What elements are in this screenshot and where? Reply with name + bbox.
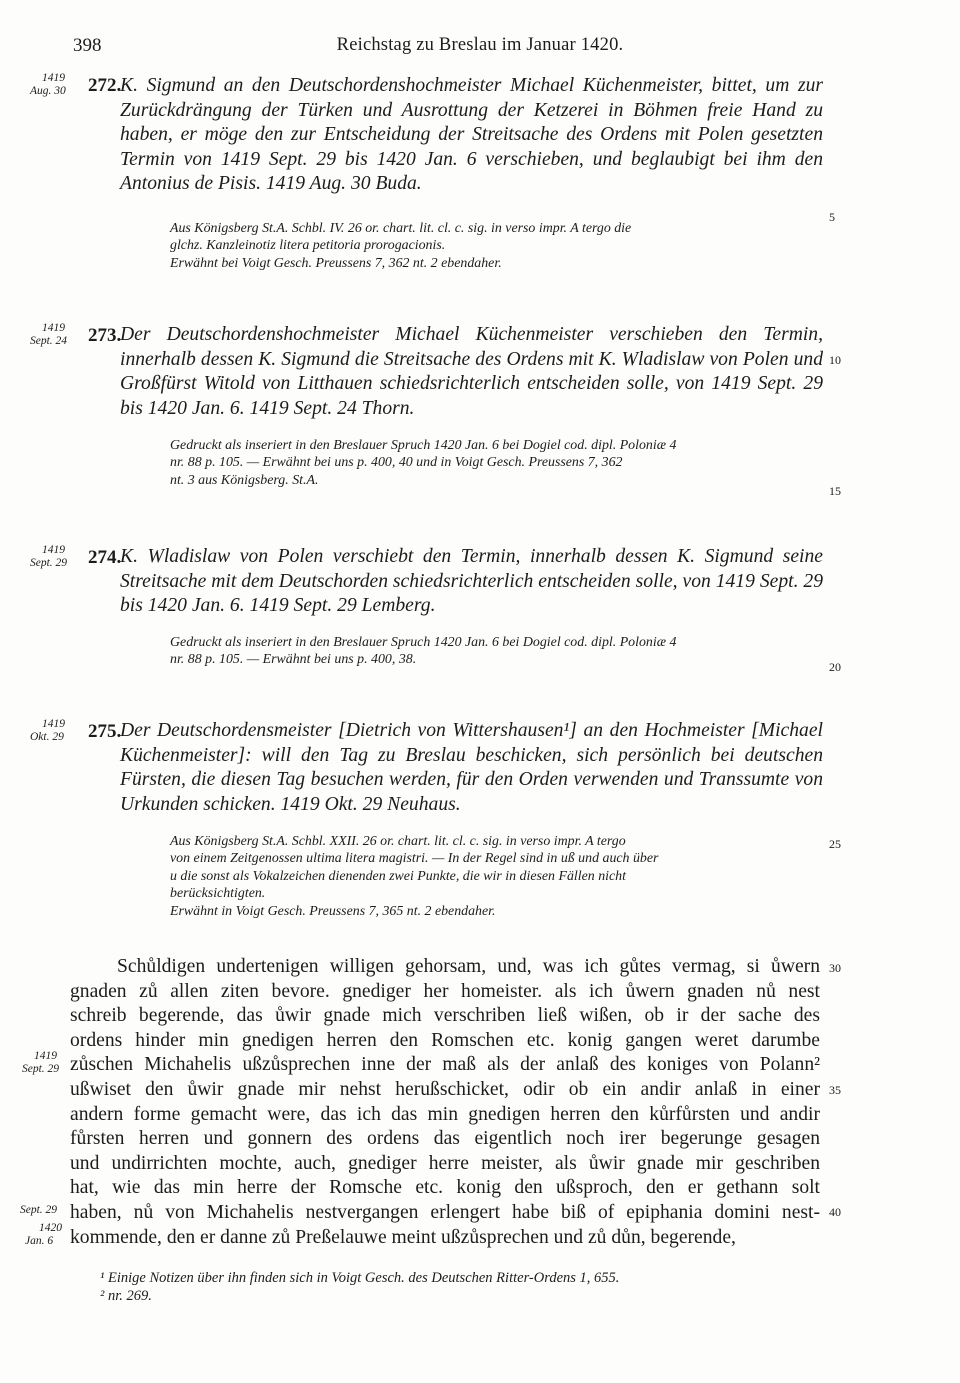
text-line: andern forme gemacht were, das ich das min gnedigen herren den kůrfůrsten und andir <box>70 1103 820 1125</box>
text-line: kommende, den er danne zů Preßelauwe meint ußzůsprechen und zů důn, begerende, <box>70 1226 736 1248</box>
source-note-274: Gedruckt als inseriert in den Breslauer Spruch 1420 Jan. 6 bei Dogiel cod. dipl. Poloniæ 4 nr. 88 p. 105. — Erwähnt bei uns p. 400, 38. <box>170 635 677 668</box>
regest-272: K. Sigmund an den Deutschordenshochmeister Michael Küchenmeister, bittet, um zur Zurückdrängung der Türken und Ausrottung der Ketzerei in Böhmen freie Hand zu haben, er möge den zur Entscheidung der Streitsache des Ordens mit Polen gesetzten Termin von 1419 Sept. 29 bis 1420 Jan. 6 verschieben, und beglaubigt bei ihm den Antonius de Pisis. 1419 Aug. 30 Buda. <box>120 75 823 195</box>
line-number: 10 <box>829 353 841 367</box>
body-margin-date: 1419 Sept. 29 <box>22 1050 60 1075</box>
body-margin-date: 1420 Jan. 6 <box>25 1222 62 1247</box>
line-number: 40 <box>829 1205 841 1219</box>
source-note-273: Gedruckt als inseriert in den Breslauer Spruch 1420 Jan. 6 bei Dogiel cod. dipl. Poloniæ 4 nr. 88 p. 105. — Erwähnt bei uns p. 400, 40 und in Voigt Gesch. Preussens 7, 362 nt. 3 aus Königsberg. St.A. <box>170 438 677 488</box>
line-number: 25 <box>829 837 841 851</box>
source-note-275: Aus Königsberg St.A. Schbl. XXII. 26 or. chart. lit. cl. c. sig. in verso impr. A tergo von einem Zeitgenossen ultima litera magistri. — In der Regel sind in uß und auch über u die sonst als Vokalzeichen dienenden zwei Punkte, die wir in diesen Fällen nicht berücksichtigten. Erwähnt in Voigt Gesch. Preussens 7, 365 nt. 2 ebendaher. <box>170 834 659 919</box>
text-line: haben, nů von Michahelis nestvergangen erlengert habe biß of epiphania domini nest- <box>70 1201 820 1223</box>
letter-text <box>70 955 820 1250</box>
regest-275: Der Deutschordensmeister [Dietrich von Wittershausen¹] an den Hochmeister [Michael Küchenmeister]: will den Tag zu Breslau beschicken, sich persönlich bei deutschen Fürsten, die diesen Tag besuchen werden, für den Orden verwenden und Transsumte von Urkunden schicken. 1419 Okt. 29 Neuhaus. <box>120 720 823 815</box>
regest-273: Der Deutschordenshochmeister Michael Küchenmeister verschieben den Termin, innerhalb dessen K. Sigmund die Streitsache des Ordens mit K. Wladislaw von Polen und Großfürst Witold von Litthauen schiedsrichterlich entscheiden solle, von 1419 Sept. 29 bis 1420 Jan. 6. 1419 Sept. 24 Thorn. <box>120 324 823 419</box>
entry-number-272: 272. <box>88 75 122 96</box>
line-number: 5 <box>829 210 835 224</box>
margin-date-273: 1419 Sept. 24 <box>30 322 68 347</box>
entry-number-274: 274. <box>88 547 122 568</box>
margin-date-272: 1419 Aug. 30 <box>30 72 66 97</box>
text-line: Schůldigen undertenigen willigen gehorsam, und, was ich gůtes vermag, si ůwern <box>117 956 820 977</box>
text-line: fůrsten herren und gonnern des ordens das eigentlich noch irer begerunge gesagen <box>70 1128 820 1150</box>
text-line: und undirrichten mochte, auch, gnediger herre meister, als ůwir gnade mir geschriben <box>70 1152 820 1174</box>
footnotes <box>100 1270 800 1305</box>
text-line: schreib begerende, das ůwir gnade mich verschriben ließ wißen, ob ir der sache des <box>70 1005 820 1027</box>
text-line: hat, wie das min herre der Romsche etc. konig den ußsproch, den er gethann solt <box>70 1177 820 1199</box>
margin-date-275: 1419 Okt. 29 <box>30 718 65 743</box>
footnote-1: ¹ Einige Notizen über ihn finden sich in Voigt Gesch. des Deutschen Ritter-Ordens 1, 655. <box>100 1270 620 1286</box>
regest-274: K. Wladislaw von Polen verschiebt den Termin, innerhalb dessen K. Sigmund seine Streitsache mit dem Deutschorden schiedsrichterlich entscheiden solle, von 1419 Sept. 29 bis 1420 Jan. 6. 1419 Sept. 29 Lemberg. <box>120 546 823 617</box>
line-number: 15 <box>829 484 841 498</box>
text-line: gnaden zů allen ziten bevore. gnediger her homeister. als ich ůwern gnaden nů nest <box>70 980 820 1002</box>
line-number: 35 <box>829 1083 841 1097</box>
footnote-2: ² nr. 269. <box>100 1287 152 1304</box>
margin-date-274: 1419 Sept. 29 <box>30 544 68 569</box>
source-note-272: Aus Königsberg St.A. Schbl. IV. 26 or. chart. lit. cl. c. sig. in verso impr. A tergo die glchz. Kanzleinotiz litera petitoria prorogacionis. Erwähnt bei Voigt Gesch. Preussens 7, 362 nt. 2 ebendaher. <box>170 221 632 271</box>
text-line: zůschen Michahelis ußzůsprechen inne der maß als der anlaß des koniges von Polann² <box>70 1054 820 1076</box>
line-number: 30 <box>829 961 841 975</box>
running-title: Reichstag zu Breslau im Januar 1420. <box>336 35 624 55</box>
line-number: 20 <box>829 660 841 674</box>
entry-number-275: 275. <box>88 721 122 742</box>
page-number: 398 <box>73 35 102 56</box>
body-margin-date: Sept. 29 <box>20 1204 58 1216</box>
text-line: ußwiset den ůwir gnade mir nehst herußschicket, odir ob ein andir anlaß in einer <box>70 1078 820 1100</box>
text-line: ordens hinder min gnedigen herren den Romschen etc. konig gangen weret darumbe <box>70 1029 820 1051</box>
entry-number-273: 273. <box>88 325 122 346</box>
